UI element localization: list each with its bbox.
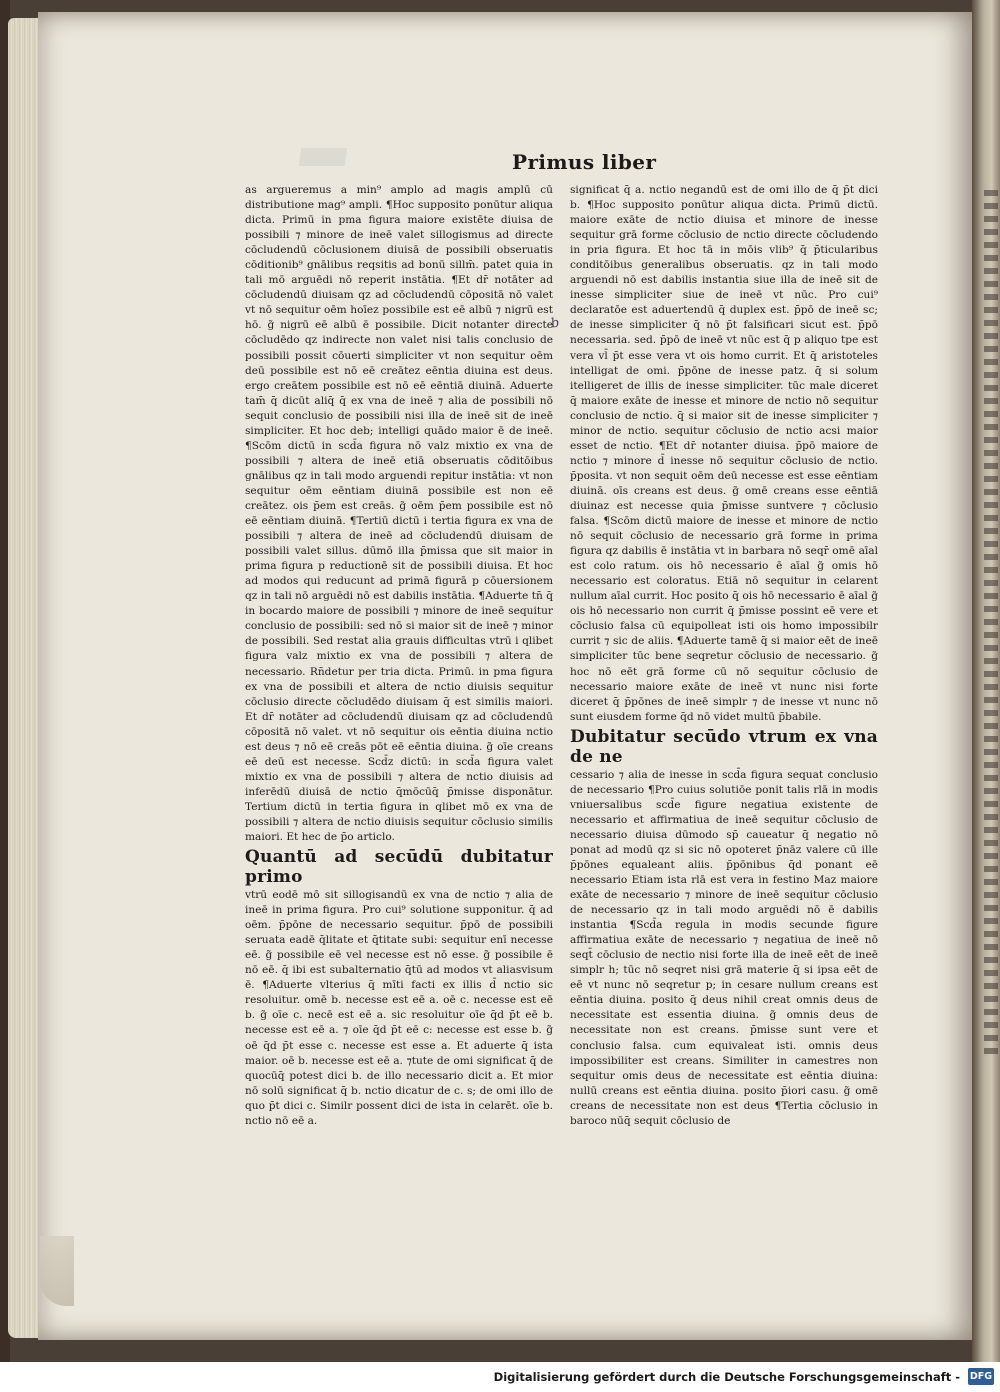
left-column-section-heading: Quantū ad secūdū dubitatur primo <box>245 847 553 888</box>
dfg-logo-icon: DFG <box>968 1368 994 1385</box>
next-page-text-bleed <box>984 190 998 1060</box>
left-column-paragraph: as argueremus a min⁹ amplo ad magis amplū cū distributione mag⁹ ampli. ¶Hoc supposito ponūtur aliqua dicta. Primū in pma figura maiore existēte diuisa de possibili ⁊ minore de ineē valet sillogismus ad directe cōcludendū cōclusionem diuisā de possibili obseruatis cōditionib⁹ gnālibus reqsitis ad bonū sillm̄. patet quia in tali mō arguēdi nō reperit instātia. ¶Et dr̄ notāter ad cōcludendū diuisam qz ad cōcludendū cōpositā nō valet vt nō sequitur oēm hoīez possibile est eē albū ⁊ nigrū est hō. g̃ nigrū eē albū ē possibile. Dicit notanter directe cōcludēdo qz indirecte non valet nisi talis conclusio de possibili possit cōuerti simpliciter vt non sequitur oēm deū possibile est nō eē creātez eēntia diuina est deus. ergo creātem possibile est nō eē eēntiā diuinā. Aduerte tam̄ q̄ dicūt aliq̄ q̄ ex vna de ineē ⁊ alia de possibili nō sequit conclusio de possibili nisi illa de ineē sit de ineē simpliciter. Et hoc deb; intelligi quādo maior ē de ineē. ¶Scōm dictū in scd̄a figura nō valz mixtio ex vna de possibili ⁊ altera de ineē etiā obseruatis cōditōibus gnālibus qz in tali modo arguendi repitur instātia: vt non sequitur oēm eēntiam diuinā possibile est non eē creātez. ois p̄em est creās. g̃ oēm p̄em possibile est nō eē eēntiam diuinā. ¶Tertiū dictū i tertia figura ex vna de possibili ⁊ altera de ineē ad cōcludendū diuisam de possibili valet sillus. dūmō illa p̄missa que sit maior in prima figura p reductionē sit de possibili diuisa. Et hoc ad modos qui reducunt ad primā figurā p cōuersionem qz in tali nō arguēdi nō est dabilis instātia. ¶Aduerte tn̄ q̄ in bocardo maiore de possibili ⁊ minore de ineē sequitur conclusio de possibili: sed nō si maior sit de ineē ⁊ minor de possibili. Sed restat alia grauis difficultas vtrū i qlibet figura valz mixtio ex vna de possibili ⁊ altera de necessario. Rn̄detur per tria dicta. Primū. in pma figura ex vna de possibili et altera de nctio diuisis sequitur cōclusio directe cōcludēdo diuisam q̄ est similis maiori. Et dr̄ notāter ad cōcludendū diuisam qz ad cōcludendū cōpositā nō valet. vt nō sequitur ois eēntia diuina nctio est deus ⁊ nō eē creās pōt eē eēntia diuina. g̃ oīe creans eē deū est necesse. Scd̄z dictū: in scd̄a figura valet mixtio ex vna de possibili ⁊ altera de nctio diuisis ad inferēdū diuisā de nctio q̄mōcūq̄ p̄misse disponātur. Tertium dictū in tertia figura in qlibet mō ex vna de possibili ⁊ altera de nctio diuisis sequitur cōclusio similis maiori. Et hec de p̄o articlo. <box>245 184 553 844</box>
left-column-paragraph: vtrū eodē mō sit sillogisandū ex vna de nctio ⁊ alia de ineē in prima figura. Pro cui⁹ solutione supponitur. q̄ ad oēm. p̄pōne de necessario sequitur. p̄pō de possibili seruata eadē q̄litate et q̄titate subi: sequitur enī necesse eē. g̃ possibile eē vel necesse est nō esse. g̃ possibile ē nō eē. q̄ ibi est subalternatio q̄tū ad modos vt aliasvisum ē. ¶Aduerte vlterius q̄ mīti facti ex illis d̄ nctio sic resoluitur. omē b. necesse est eē a. oē c. necesse est eē b. g̃ oīe c. necē est eē a. sic resoluitur oīe q̄d p̄t eē b. necesse est eē a. ⁊ oīe q̄d p̄t eē c: necesse est esse b. g̃ oē q̄d p̄t esse c. necesse est esse a. Et aduerte q̄ ista maior. oē b. necesse est eē a. ⁊tute de omi significat q̄ de quocūq̄ potest dici b. de illo necessario dicit a. Et mior nō solū significat q̄ b. nctio dicatur de c. s; de omi illo de quo p̄t dici c. Similr possent dici de ista in celarēt. oīe b. nctio nō eē a. <box>245 889 553 1127</box>
running-header: Primus liber <box>512 150 657 174</box>
funding-credit: Digitalisierung gefördert durch die Deutsche Forschungsgemeinschaft - <box>493 1370 960 1384</box>
show-through-mark <box>299 148 348 166</box>
page-corner-fold <box>40 1236 74 1306</box>
right-column-section-heading: Dubitatur secūdo vtrum ex vna de ne <box>570 726 878 767</box>
right-column-paragraph: cessario ⁊ alia de inesse in scd̄a figura sequat conclusio de necessario ¶Pro cuius solutiōe ponit talis rlā in modis vniuersalibus scd̄e figure negatiua existente de necessario et affirmatiua de ineē sequitur cōclusio de necessario diuisa dūmodo sp̄ caueatur q̄ negatio nō ponat ad modū qz si sic nō opoteret p̄nāz valere cū ille p̄pōnes equaleant aliis. p̄pōnibus q̄d ponant eē necessario Etiam ista rlā est vera in festino Maz maiore exāte de necessario ⁊ minore de ineē sequitur cōclusio de necessario qz in tali modo arguēdi nō ē dabilis instantia ¶Scd̄a regula in modis secunde figure affirmatiua exāte de necessario ⁊ negatiua de ineē nō seqt̄ cōclusio de nectio nisi forte illa de ineē eēt de ineē simplr h; tūc nō seqret nisi grā materie q̄ si ipsa eēt de eē vt nunc nō seqretur p; in cesare nullum creans est eēntia diuina. posito q̄ deus nihil creat omnis deus de necessitate est essentia diuina. g̃ omnis deus de necessitate non est creans. p̄misse sunt vere et conclusio falsa. cum equivaleat isti. omnis deus impossibiliter est creans. Similiter in camestres non sequitur omis deus de necessitate est eēntia diuina: nullū creans est eēntia diuina. posito p̄iori casu. g̃ omē creans de necessitate non est deus ¶Tertia cōclusio in baroco nūq̄ sequit cōclusio de <box>570 768 878 1127</box>
right-column-paragraph: significat q̄ a. nctio negandū est de omi illo de q̄ p̄t dici b. ¶Hoc supposito ponūtur aliqua dicta. Primū dictū. maiore exāte de nctio diuisa et minore de inesse sequitur grā forme cōclusio de nctio directe cōcludendo in pria figura. Et hoc tā in mōis vlib⁹ q̄ p̄ticularibus conditōibus generalibus obseruatis. qz in tali modo arguendi nō est dabilis instantia siue illa de ineē sit de inesse simpliciter siue de ineē vt nūc. Pro cui⁹ declaratōe est aduertendū q̄ duplex est. p̄pō de ineē sc; de inesse simpliciter q̄ nō p̄t falsificari sicut est. p̄pō necessaria. sed. p̄pō de ineē vt nūc est q̄ p aliquo tpe est vera vl̄ p̄t esse vera vt ois homo currit. Et q̄ aristoteles intelligat de omi. p̄pōne de inesse patz. q̄ si solum itelligeret de illis de inesse simpliciter. tūc male diceret q̄ maiore exāte de inesse et minore de nctio nō sequitur conclusio de nctio. q̄ si maior sit de inesse simpliciter ⁊ minor de nctio. sequitur cōclusio de nctio acsi maior esset de nctio. ¶Et dr̄ notanter diuisa. p̄pō maiore de nctio ⁊ minore d̄ inesse nō sequitur cōclusio de nctio. p̄posita. vt non sequit oēm deū necesse est esse eēntiam diuinā. oīs creans est deus. g̃ omē creans esse eēntiā diuinaz est necesse quia p̄misse suntvere ⁊ cōclusio falsa. ¶Scōm dictū maiore de inesse et minore de nctio nō sequit cōclusio de necessario grā forme in prima figura qz dabilis ē instātia vt in barbara nō seqr̄ omē aīal est colo ratum. ois hō necessario ē aīal g̃ omis hō necessario est coloratus. Etiā nō sequitur in celarent nullum aīal currit. Hoc posito q̄ ois hō necessario ē aīal g̃ ois hō necessario non currit q̄ p̄misse possint eē vere et cōclusio falsa cū equipolleat isti ois homo impossibilr currit ⁊ sic de aliis. ¶Aduerte tamē q̄ si maior eēt de ineē simpliciter tūc bene seqretur cōclusio de necessario. g̃ hoc nō eēt grā forme cū nō sequitur cōclusio de necessario maiore exāte de ineē vt nunc nisi forte diceret q̄ p̄pōnes de ineē simplr ⁊ de inesse vt nunc nō sunt eiusdem forme q̄d nō videt multū p̄babile. <box>570 184 878 723</box>
right-text-column <box>570 183 878 1129</box>
handwritten-margin-note: b <box>549 315 561 332</box>
left-text-column <box>245 183 553 1129</box>
digitization-footer <box>0 1362 1000 1392</box>
